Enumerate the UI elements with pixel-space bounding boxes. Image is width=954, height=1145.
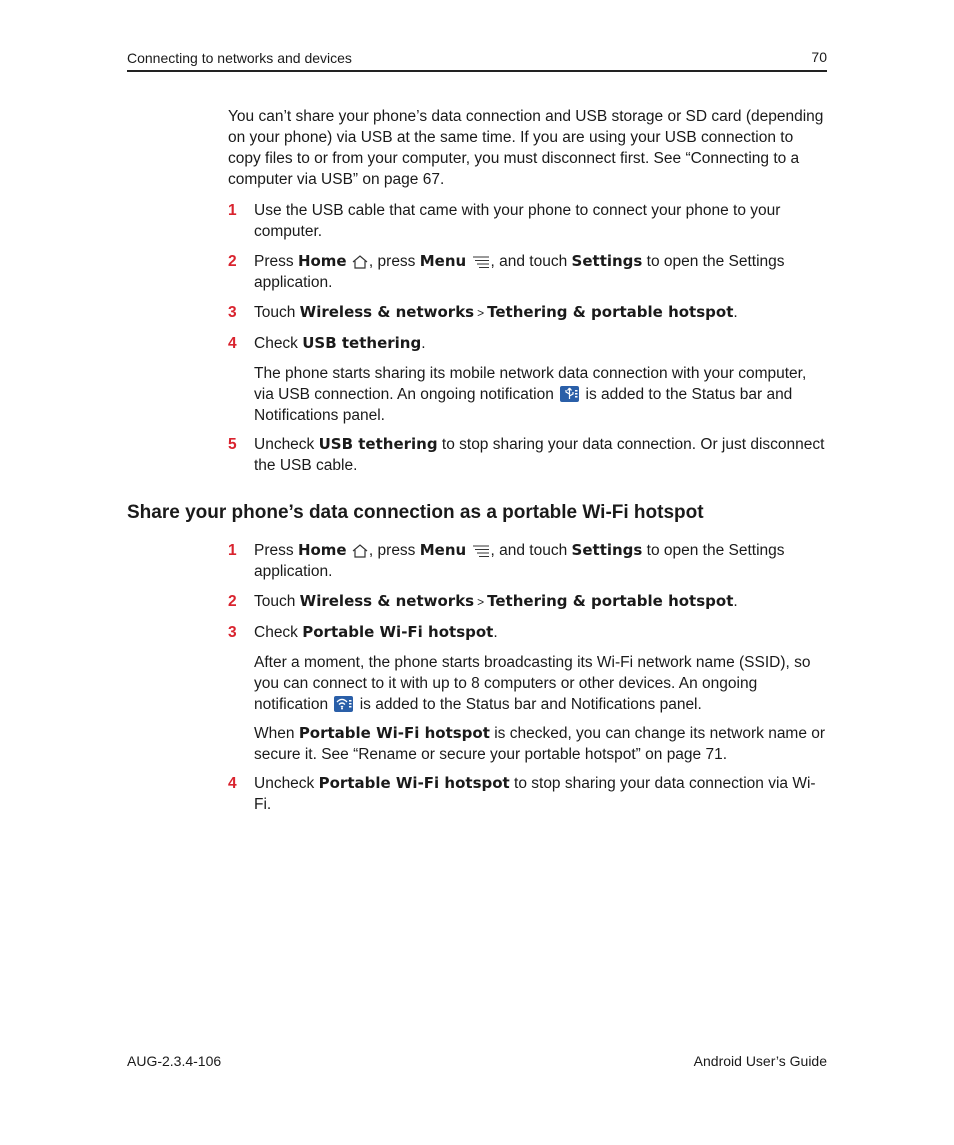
- menu-label: Menu: [419, 541, 467, 559]
- note-text: is added to the Status bar and Notifications panel.: [355, 696, 702, 713]
- note-text: is added to the Status bar and Notifications panel.: [254, 386, 793, 424]
- home-icon: [351, 254, 369, 270]
- usb-step-2: [228, 251, 828, 293]
- step-text: to stop sharing your data connection. Or just disconnect the USB cable.: [254, 436, 825, 474]
- step-number: 3: [228, 304, 237, 321]
- note-text: After a moment, the phone starts broadcasting its Wi-Fi network name (SSID), so you can connect to it with up to 8 computers or other devices. An ongoing notification: [254, 654, 811, 713]
- wifi-section: [228, 540, 828, 824]
- usb-tether-notification-icon: [560, 386, 579, 402]
- note-text: is checked, you can change its network name or secure it. See “Rename or secure your portable hotspot” on page 71.: [254, 725, 826, 763]
- page-number: 70: [811, 49, 827, 65]
- home-label: Home: [297, 252, 347, 270]
- chapter-title: Connecting to networks and devices: [127, 50, 352, 66]
- step-text: , press: [368, 253, 420, 270]
- section-heading: Share your phone’s data connection as a portable Wi-Fi hotspot: [127, 502, 704, 523]
- breadcrumb-separator: >: [477, 595, 485, 609]
- portable-hotspot-label: Portable Wi-Fi hotspot: [302, 623, 494, 641]
- step-text: Check: [254, 335, 303, 352]
- step-number: 4: [228, 335, 237, 352]
- wifi-step-3: [228, 622, 828, 643]
- wifi-step-1: [228, 540, 828, 582]
- wifi-note-rename: [228, 723, 828, 765]
- wifi-step-4: [228, 773, 828, 815]
- step-number: 2: [228, 593, 237, 610]
- document-title: Android User’s Guide: [693, 1053, 827, 1069]
- wireless-networks-label: Wireless & networks: [299, 303, 475, 321]
- portable-hotspot-label: Portable Wi-Fi hotspot: [318, 774, 510, 792]
- wifi-note-broadcast: [228, 652, 828, 715]
- step-text: , press: [368, 542, 420, 559]
- step-text: Check: [254, 624, 303, 641]
- step-text: , and touch: [490, 253, 572, 270]
- step-text: to open the Settings application.: [254, 542, 785, 580]
- note-text: The phone starts sharing its mobile network data connection with your computer, via USB connection. An ongoing notification: [254, 365, 807, 403]
- settings-label: Settings: [571, 252, 643, 270]
- step-number: 1: [228, 542, 237, 559]
- home-icon: [351, 543, 369, 559]
- step-text: to open the Settings application.: [254, 253, 785, 291]
- step-text: Touch: [254, 304, 300, 321]
- settings-label: Settings: [571, 541, 643, 559]
- menu-label: Menu: [419, 252, 467, 270]
- menu-icon: [471, 255, 491, 269]
- wifi-step-2: [228, 591, 828, 613]
- portable-hotspot-label: Portable Wi-Fi hotspot: [298, 724, 490, 742]
- step-text: Uncheck: [254, 775, 319, 792]
- document-id: AUG-2.3.4-106: [127, 1053, 222, 1069]
- menu-icon: [471, 544, 491, 558]
- step-number: 3: [228, 624, 237, 641]
- usb-step-5: [228, 434, 828, 476]
- step-number: 4: [228, 775, 237, 792]
- home-label: Home: [297, 541, 347, 559]
- breadcrumb-separator: >: [477, 306, 485, 320]
- usb-section: [228, 106, 828, 485]
- step-number: 2: [228, 253, 237, 270]
- step-text: .: [421, 335, 426, 352]
- usb-step-3: [228, 302, 828, 324]
- intro-paragraph: You can’t share your phone’s data connection and USB storage or SD card (depending on your phone) via USB at the same time. If you are using your USB connection to copy files to or from your computer, you must disconnect first. See “Connecting to a computer via USB” on page 67.: [228, 108, 824, 188]
- usb-note: [228, 363, 828, 426]
- step-text: Press: [254, 542, 298, 559]
- wifi-hotspot-notification-icon: [334, 696, 353, 712]
- step-text: to stop sharing your data connection via Wi-Fi.: [254, 775, 816, 813]
- page-header: [127, 48, 827, 72]
- usb-tethering-label: USB tethering: [318, 435, 438, 453]
- step-text: Uncheck: [254, 436, 319, 453]
- tethering-hotspot-label: Tethering & portable hotspot: [487, 592, 734, 610]
- usb-step-4: [228, 333, 828, 354]
- usb-step-1: [228, 200, 828, 242]
- step-text: Touch: [254, 593, 300, 610]
- step-text: .: [733, 593, 738, 610]
- step-text: Use the USB cable that came with your phone to connect your phone to your computer.: [254, 202, 781, 240]
- wireless-networks-label: Wireless & networks: [299, 592, 475, 610]
- step-text: , and touch: [490, 542, 572, 559]
- step-number: 5: [228, 436, 237, 453]
- step-text: Press: [254, 253, 298, 270]
- step-number: 1: [228, 202, 237, 219]
- step-text: .: [733, 304, 738, 321]
- usb-tethering-label: USB tethering: [302, 334, 422, 352]
- note-text: When: [254, 725, 299, 742]
- tethering-hotspot-label: Tethering & portable hotspot: [487, 303, 734, 321]
- step-text: .: [493, 624, 498, 641]
